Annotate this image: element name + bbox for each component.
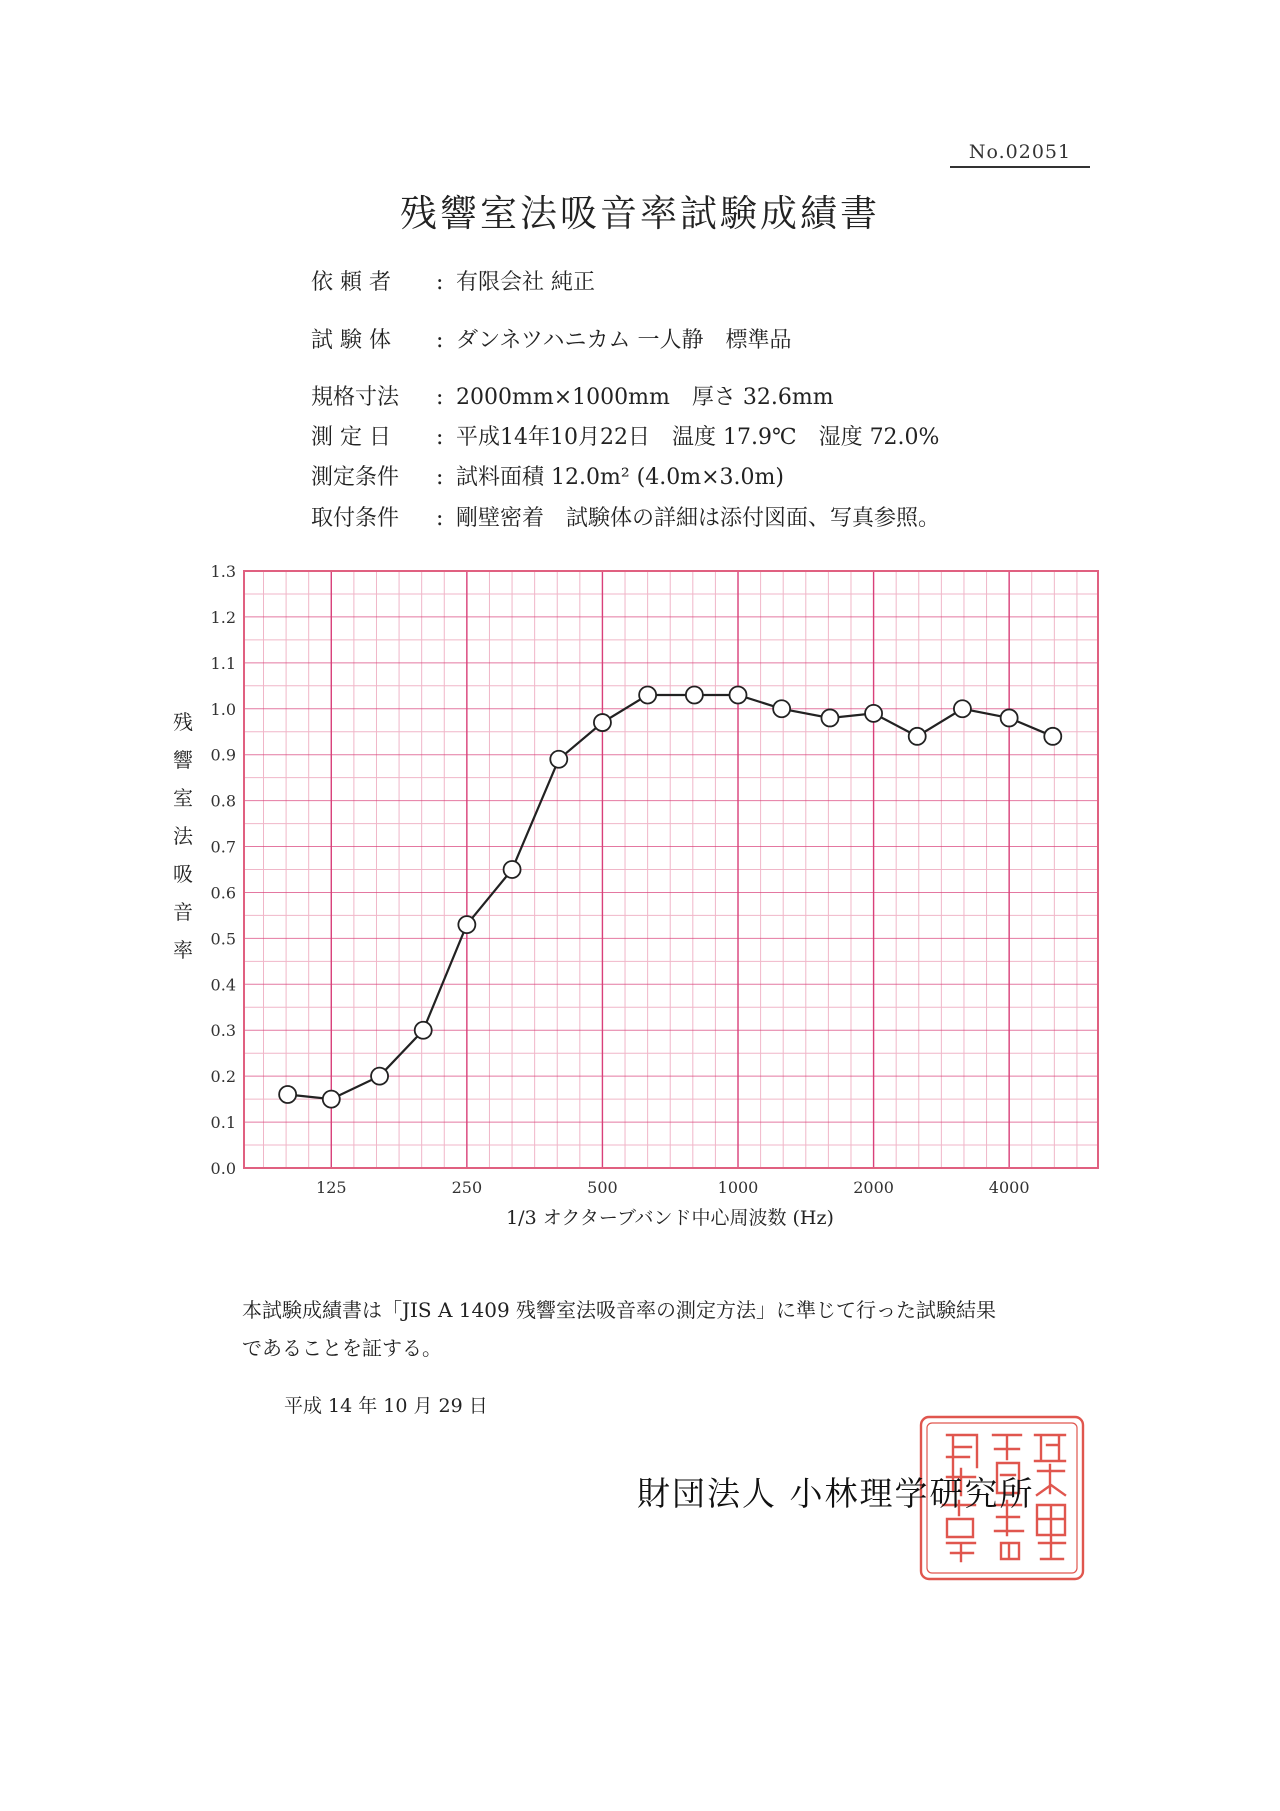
- chart-x-tick-label: 1000: [717, 1178, 759, 1197]
- chart-x-tick-labels: [316, 1178, 1029, 1197]
- chart-x-tick-label: 2000: [853, 1178, 894, 1197]
- chart-y-tick-label: 0.0: [210, 1159, 236, 1178]
- chart-x-tick-label: 500: [587, 1178, 618, 1197]
- info-separator: :: [436, 385, 444, 410]
- chart-y-tick-label: 0.2: [210, 1067, 236, 1087]
- chart-data-point: [1001, 709, 1018, 726]
- chart-data-point: [550, 751, 567, 768]
- chart-y-tick-label: 0.7: [210, 837, 236, 857]
- chart-y-tick-label: 0.4: [210, 975, 236, 995]
- chart-y-tick-label: 0.5: [210, 929, 236, 949]
- info-separator: :: [436, 425, 444, 450]
- chart-y-axis-title-text: 残 響 室 法 吸 音 率: [173, 710, 193, 962]
- chart-x-axis-title: 1/3 オクターブバンド中心周波数 (Hz): [506, 1207, 834, 1229]
- chart-data-point: [686, 686, 703, 703]
- info-value: 有限会社 純正: [456, 270, 595, 295]
- info-value: 試料面積 12.0m² (4.0m×3.0m): [456, 465, 784, 490]
- chart-data-point: [504, 861, 521, 878]
- chart-minor-horizontal-gridlines: [244, 594, 1098, 1145]
- chart-data-point: [415, 1022, 432, 1039]
- chart-y-tick-labels: [211, 562, 236, 1178]
- chart-y-tick-label: 0.1: [210, 1113, 236, 1133]
- chart-x-tick-label: 125: [316, 1178, 347, 1197]
- info-value: 2000mm×1000mm 厚さ 32.6mm: [456, 385, 834, 410]
- chart-x-tick-label: 250: [451, 1178, 483, 1197]
- chart-y-tick-label: 1.3: [210, 562, 236, 581]
- chart-data-point: [909, 728, 926, 745]
- info-label: 規格寸法: [311, 385, 400, 410]
- chart-data-point: [371, 1068, 388, 1085]
- chart-x-tick-label: 4000: [988, 1178, 1030, 1197]
- chart-y-tick-label: 0.9: [210, 745, 236, 765]
- chart-y-tick-label: 0.3: [210, 1021, 236, 1041]
- info-value: ダンネツハニカム 一人静 標準品: [456, 328, 792, 353]
- info-separator: :: [436, 465, 444, 490]
- chart-data-point: [458, 916, 475, 933]
- info-separator: :: [436, 270, 444, 295]
- chart-data-point: [954, 700, 971, 717]
- chart-y-tick-label: 0.6: [210, 883, 236, 903]
- page-title: 残響室法吸音率試験成績書: [400, 192, 880, 235]
- info-value: 平成14年10月22日 温度 17.9℃ 湿度 72.0%: [456, 425, 940, 450]
- chart-y-tick-label: 1.2: [210, 607, 236, 627]
- chart-data-point: [1044, 728, 1061, 745]
- statement-line-1: 本試験成績書は「JIS A 1409 残響室法吸音率の測定方法」に準じて行った試験結果: [242, 1298, 997, 1322]
- chart-data-point: [323, 1091, 340, 1108]
- document-number: No.02051: [950, 141, 1090, 168]
- chart-data-point: [639, 686, 656, 703]
- info-separator: :: [436, 328, 444, 353]
- statement-line-2: であることを証する。: [242, 1336, 442, 1360]
- issuer-name: 財団法人 小林理学研究所: [637, 1474, 1035, 1513]
- chart-data-point: [279, 1086, 296, 1103]
- info-label: 測 定 日: [311, 425, 391, 450]
- issue-date: 平成 14 年 10 月 29 日: [284, 1395, 488, 1417]
- info-value: 剛壁密着 試験体の詳細は添付図面、写真参照。: [456, 506, 941, 531]
- chart-y-tick-label: 1.1: [210, 653, 236, 673]
- info-label: 測定条件: [311, 465, 400, 490]
- chart-data-point: [821, 709, 838, 726]
- info-label: 取付条件: [311, 506, 400, 531]
- chart-data-point: [773, 700, 790, 717]
- info-label: 依 頼 者: [311, 270, 391, 295]
- info-label: 試 験 体: [311, 328, 391, 353]
- chart-y-tick-label: 0.8: [210, 791, 236, 811]
- chart-data-point: [730, 686, 747, 703]
- chart-y-tick-label: 1.0: [210, 699, 236, 719]
- info-separator: :: [436, 506, 444, 531]
- chart-data-point: [865, 705, 882, 722]
- chart-y-axis-title: [168, 703, 198, 969]
- chart-data-point: [594, 714, 611, 731]
